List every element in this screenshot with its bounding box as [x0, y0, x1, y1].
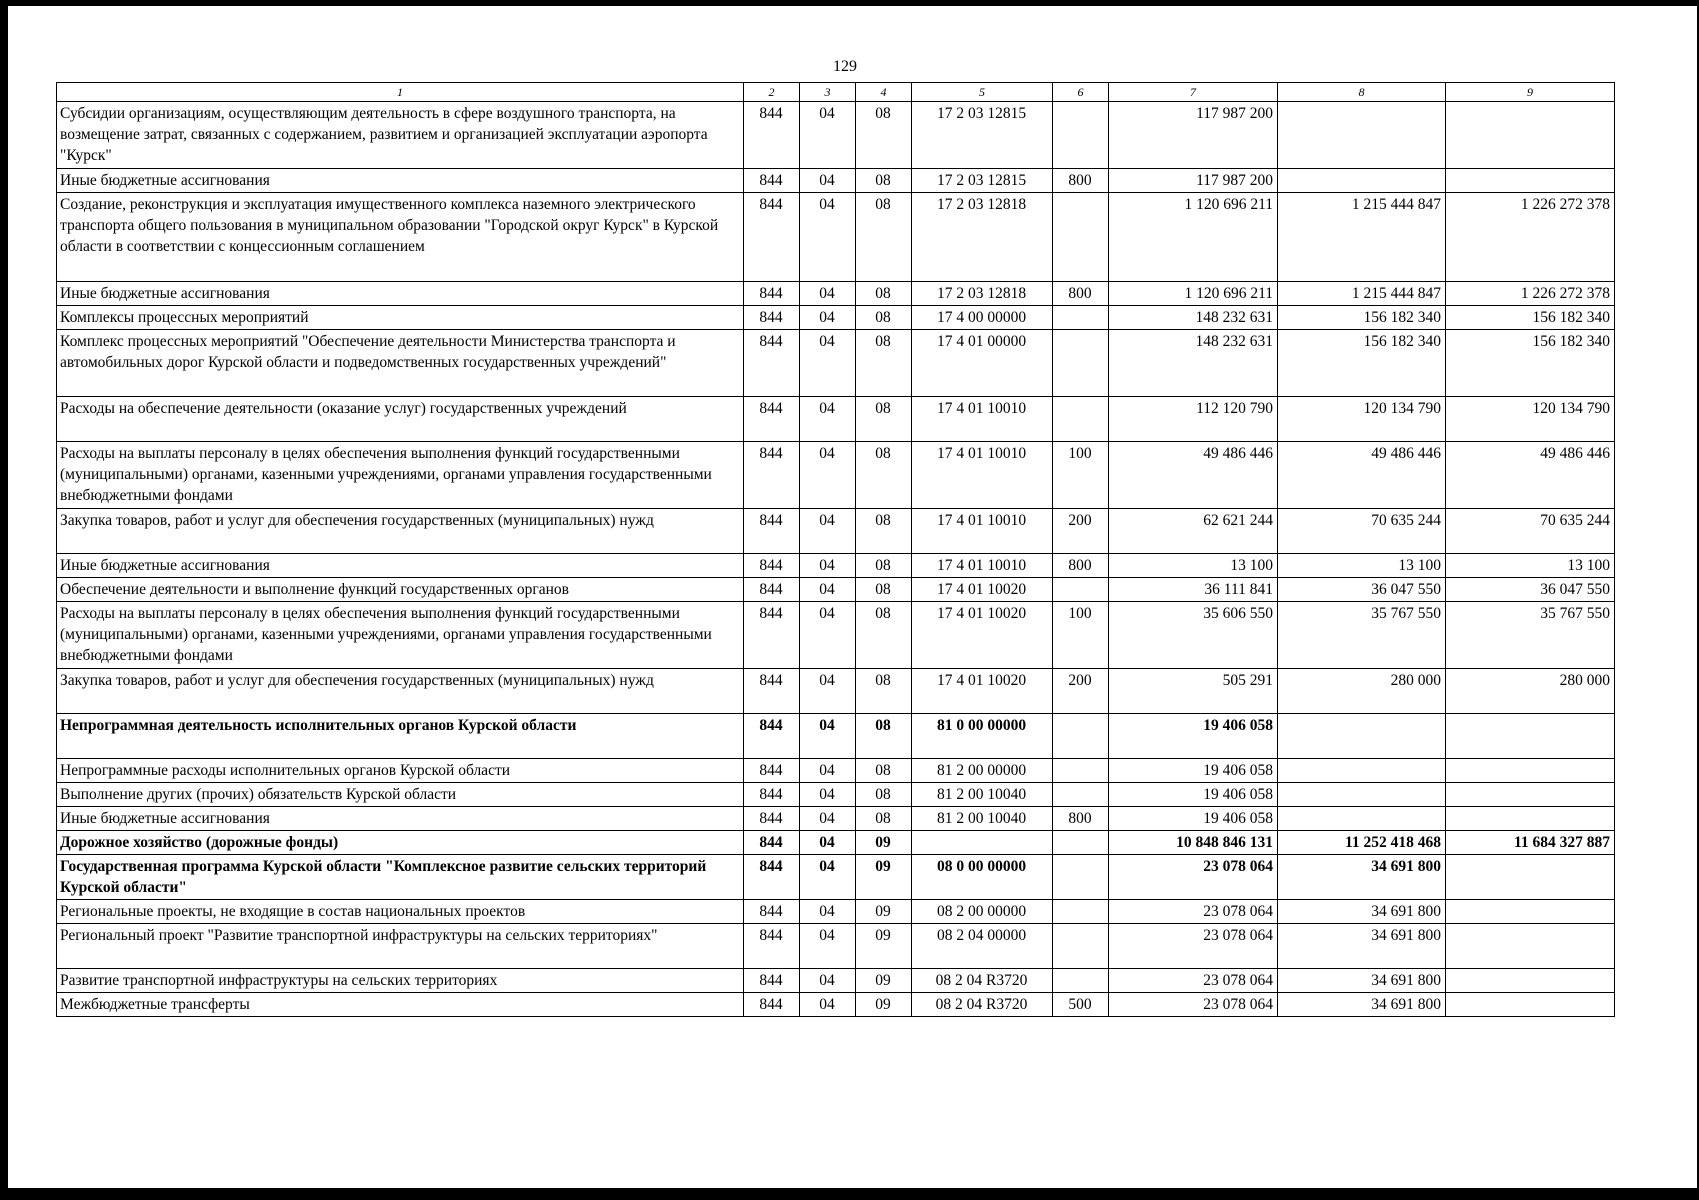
- table-row: [57, 759, 1615, 783]
- column-header: 9: [1446, 83, 1615, 102]
- table-row: [57, 969, 1615, 993]
- cell-col5: 17 4 01 10010: [912, 509, 1053, 554]
- cell-col5: 08 2 04 00000: [912, 924, 1053, 969]
- cell-col6: 800: [1053, 282, 1109, 306]
- cell-col5: 08 2 00 00000: [912, 900, 1053, 924]
- cell-col8: 34 691 800: [1278, 969, 1446, 993]
- cell-col6: 100: [1053, 602, 1109, 669]
- cell-col2: 844: [744, 282, 800, 306]
- cell-col9: [1446, 900, 1615, 924]
- cell-col6: [1053, 397, 1109, 442]
- cell-col6: [1053, 193, 1109, 282]
- cell-col9: 156 182 340: [1446, 306, 1615, 330]
- cell-col3: 04: [800, 102, 856, 169]
- cell-col9: 35 767 550: [1446, 602, 1615, 669]
- cell-col7: 112 120 790: [1109, 397, 1278, 442]
- cell-col7: 23 078 064: [1109, 900, 1278, 924]
- cell-col2: 844: [744, 169, 800, 193]
- cell-col3: 04: [800, 783, 856, 807]
- cell-col6: 100: [1053, 442, 1109, 509]
- table-row: [57, 397, 1615, 442]
- table-row: [57, 509, 1615, 554]
- table-row: [57, 924, 1615, 969]
- cell-col9: [1446, 993, 1615, 1017]
- cell-col9: [1446, 714, 1615, 759]
- cell-name: Иные бюджетные ассигнования: [57, 169, 744, 193]
- cell-name: Государственная программа Курской области "Комплексное развитие сельских территорий Курской области": [57, 855, 744, 900]
- cell-col5: 17 4 01 10020: [912, 602, 1053, 669]
- cell-col8: [1278, 169, 1446, 193]
- cell-col8: [1278, 783, 1446, 807]
- table-body: [57, 102, 1615, 1017]
- cell-col6: 800: [1053, 554, 1109, 578]
- cell-col3: 04: [800, 669, 856, 714]
- cell-col3: 04: [800, 924, 856, 969]
- cell-col8: 34 691 800: [1278, 900, 1446, 924]
- cell-col4: 08: [856, 282, 912, 306]
- cell-col8: 156 182 340: [1278, 330, 1446, 397]
- cell-col4: 08: [856, 714, 912, 759]
- cell-col2: 844: [744, 509, 800, 554]
- cell-col4: 08: [856, 397, 912, 442]
- cell-col9: 280 000: [1446, 669, 1615, 714]
- cell-col3: 04: [800, 306, 856, 330]
- column-header: 7: [1109, 83, 1278, 102]
- cell-col2: 844: [744, 554, 800, 578]
- table-row: [57, 578, 1615, 602]
- cell-col3: 04: [800, 993, 856, 1017]
- cell-col7: 1 120 696 211: [1109, 193, 1278, 282]
- column-header: 8: [1278, 83, 1446, 102]
- cell-col2: 844: [744, 442, 800, 509]
- cell-name: Создание, реконструкция и эксплуатация имущественного комплекса наземного электрического транспорта общего пользования в муниципальном образовании "Городской округ Курск" в Курской области в соответствии с концессионным соглашением: [57, 193, 744, 282]
- table-row: [57, 900, 1615, 924]
- cell-col4: 09: [856, 969, 912, 993]
- cell-col9: [1446, 759, 1615, 783]
- column-header: 4: [856, 83, 912, 102]
- cell-col3: 04: [800, 969, 856, 993]
- cell-col3: 04: [800, 554, 856, 578]
- cell-col8: 120 134 790: [1278, 397, 1446, 442]
- cell-col6: [1053, 759, 1109, 783]
- cell-col3: 04: [800, 900, 856, 924]
- cell-col2: 844: [744, 102, 800, 169]
- cell-col5: 17 4 01 10010: [912, 397, 1053, 442]
- cell-col8: 1 215 444 847: [1278, 282, 1446, 306]
- cell-col4: 08: [856, 783, 912, 807]
- cell-col7: 23 078 064: [1109, 993, 1278, 1017]
- cell-col5: 81 2 00 10040: [912, 807, 1053, 831]
- cell-name: Закупка товаров, работ и услуг для обеспечения государственных (муниципальных) нужд: [57, 669, 744, 714]
- cell-col6: [1053, 900, 1109, 924]
- cell-col9: [1446, 807, 1615, 831]
- cell-col4: 08: [856, 602, 912, 669]
- cell-col7: 19 406 058: [1109, 783, 1278, 807]
- header-row: [57, 83, 1615, 102]
- cell-col9: [1446, 855, 1615, 900]
- cell-name: Дорожное хозяйство (дорожные фонды): [57, 831, 744, 855]
- cell-col7: 36 111 841: [1109, 578, 1278, 602]
- cell-col3: 04: [800, 282, 856, 306]
- cell-col4: 08: [856, 578, 912, 602]
- cell-col7: 23 078 064: [1109, 855, 1278, 900]
- cell-col6: [1053, 102, 1109, 169]
- cell-col4: 09: [856, 993, 912, 1017]
- cell-col7: 23 078 064: [1109, 924, 1278, 969]
- cell-col5: 17 2 03 12818: [912, 193, 1053, 282]
- cell-col7: 148 232 631: [1109, 306, 1278, 330]
- cell-col8: 70 635 244: [1278, 509, 1446, 554]
- cell-col8: 34 691 800: [1278, 855, 1446, 900]
- cell-col3: 04: [800, 442, 856, 509]
- cell-name: Региональные проекты, не входящие в состав национальных проектов: [57, 900, 744, 924]
- cell-col7: 10 848 846 131: [1109, 831, 1278, 855]
- cell-col5: 17 4 01 10010: [912, 442, 1053, 509]
- table-row: [57, 714, 1615, 759]
- cell-col3: 04: [800, 759, 856, 783]
- table-row: [57, 993, 1615, 1017]
- table-row: [57, 783, 1615, 807]
- table-row: [57, 193, 1615, 282]
- cell-col5: 17 4 01 10010: [912, 554, 1053, 578]
- cell-col9: 70 635 244: [1446, 509, 1615, 554]
- cell-col4: 08: [856, 807, 912, 831]
- cell-col7: 117 987 200: [1109, 169, 1278, 193]
- cell-col3: 04: [800, 193, 856, 282]
- page-number: 129: [833, 58, 857, 75]
- cell-col9: [1446, 102, 1615, 169]
- cell-col6: [1053, 714, 1109, 759]
- table-row: [57, 102, 1615, 169]
- cell-col8: 13 100: [1278, 554, 1446, 578]
- table-row: [57, 855, 1615, 900]
- cell-col7: 35 606 550: [1109, 602, 1278, 669]
- cell-col7: 148 232 631: [1109, 330, 1278, 397]
- cell-col3: 04: [800, 855, 856, 900]
- cell-col2: 844: [744, 900, 800, 924]
- cell-col9: [1446, 969, 1615, 993]
- cell-col4: 08: [856, 759, 912, 783]
- cell-col6: [1053, 783, 1109, 807]
- cell-col7: 1 120 696 211: [1109, 282, 1278, 306]
- cell-col3: 04: [800, 831, 856, 855]
- cell-col4: 09: [856, 924, 912, 969]
- column-header: 1: [57, 83, 744, 102]
- cell-col8: [1278, 759, 1446, 783]
- cell-name: Субсидии организациям, осуществляющим деятельность в сфере воздушного транспорта, на возмещение затрат, связанных с содержанием, развитием и организацией эксплуатации аэропорта "Курск": [57, 102, 744, 169]
- cell-col5: [912, 831, 1053, 855]
- cell-col4: 08: [856, 169, 912, 193]
- cell-name: Комплексы процессных мероприятий: [57, 306, 744, 330]
- cell-col7: 62 621 244: [1109, 509, 1278, 554]
- cell-col8: 34 691 800: [1278, 993, 1446, 1017]
- cell-name: Иные бюджетные ассигнования: [57, 554, 744, 578]
- cell-col5: 17 2 03 12815: [912, 102, 1053, 169]
- cell-col4: 08: [856, 442, 912, 509]
- table-row: [57, 831, 1615, 855]
- cell-col9: [1446, 924, 1615, 969]
- cell-col9: 13 100: [1446, 554, 1615, 578]
- table-row: [57, 169, 1615, 193]
- cell-col5: 08 2 04 R3720: [912, 993, 1053, 1017]
- table-row: [57, 442, 1615, 509]
- cell-col9: 1 226 272 378: [1446, 282, 1615, 306]
- cell-col6: 800: [1053, 807, 1109, 831]
- cell-col4: 08: [856, 554, 912, 578]
- cell-col8: [1278, 102, 1446, 169]
- cell-col4: 08: [856, 330, 912, 397]
- cell-col6: [1053, 578, 1109, 602]
- cell-col8: 49 486 446: [1278, 442, 1446, 509]
- cell-col3: 04: [800, 169, 856, 193]
- cell-col4: 09: [856, 900, 912, 924]
- column-header: 2: [744, 83, 800, 102]
- cell-col2: 844: [744, 193, 800, 282]
- budget-table: [56, 82, 1615, 1017]
- cell-col6: [1053, 831, 1109, 855]
- cell-col7: 117 987 200: [1109, 102, 1278, 169]
- cell-col3: 04: [800, 602, 856, 669]
- cell-col7: 23 078 064: [1109, 969, 1278, 993]
- cell-col7: 49 486 446: [1109, 442, 1278, 509]
- cell-col5: 17 2 03 12815: [912, 169, 1053, 193]
- cell-col5: 17 4 01 10020: [912, 578, 1053, 602]
- cell-col2: 844: [744, 602, 800, 669]
- cell-col4: 08: [856, 509, 912, 554]
- cell-col5: 81 0 00 00000: [912, 714, 1053, 759]
- cell-col2: 844: [744, 783, 800, 807]
- cell-col5: 81 2 00 10040: [912, 783, 1053, 807]
- table-row: [57, 669, 1615, 714]
- cell-col2: 844: [744, 993, 800, 1017]
- cell-col8: [1278, 714, 1446, 759]
- cell-col2: 844: [744, 578, 800, 602]
- cell-col2: 844: [744, 669, 800, 714]
- cell-col3: 04: [800, 397, 856, 442]
- cell-name: Закупка товаров, работ и услуг для обеспечения государственных (муниципальных) нужд: [57, 509, 744, 554]
- cell-col6: [1053, 969, 1109, 993]
- cell-col8: [1278, 807, 1446, 831]
- table-row: [57, 554, 1615, 578]
- cell-col5: 17 4 00 00000: [912, 306, 1053, 330]
- cell-col8: 36 047 550: [1278, 578, 1446, 602]
- cell-col3: 04: [800, 509, 856, 554]
- table-row: [57, 807, 1615, 831]
- cell-col2: 844: [744, 759, 800, 783]
- cell-col6: 500: [1053, 993, 1109, 1017]
- cell-name: Комплекс процессных мероприятий "Обеспечение деятельности Министерства транспорта и автомобильных дорог Курской области и подведомственных государственных учреждений": [57, 330, 744, 397]
- cell-name: Иные бюджетные ассигнования: [57, 807, 744, 831]
- cell-col5: 08 0 00 00000: [912, 855, 1053, 900]
- column-header: 5: [912, 83, 1053, 102]
- cell-col4: 09: [856, 855, 912, 900]
- cell-col5: 17 2 03 12818: [912, 282, 1053, 306]
- cell-name: Расходы на обеспечение деятельности (оказание услуг) государственных учреждений: [57, 397, 744, 442]
- cell-col4: 08: [856, 306, 912, 330]
- cell-col4: 08: [856, 193, 912, 282]
- cell-col6: [1053, 855, 1109, 900]
- cell-col7: 19 406 058: [1109, 714, 1278, 759]
- cell-name: Расходы на выплаты персоналу в целях обеспечения выполнения функций государственными (муниципальными) органами, казенными учреждениями, органами управления государственными внебюджетными фондами: [57, 602, 744, 669]
- cell-col8: 156 182 340: [1278, 306, 1446, 330]
- cell-col8: 34 691 800: [1278, 924, 1446, 969]
- cell-name: Межбюджетные трансферты: [57, 993, 744, 1017]
- cell-col6: [1053, 924, 1109, 969]
- scan-border-bottom: [0, 1188, 1699, 1200]
- table-row: [57, 330, 1615, 397]
- cell-col8: 35 767 550: [1278, 602, 1446, 669]
- cell-name: Расходы на выплаты персоналу в целях обеспечения выполнения функций государственными (муниципальными) органами, казенными учреждениями, органами управления государственными внебюджетными фондами: [57, 442, 744, 509]
- cell-col9: 36 047 550: [1446, 578, 1615, 602]
- cell-col7: 19 406 058: [1109, 807, 1278, 831]
- cell-name: Непрограммные расходы исполнительных органов Курской области: [57, 759, 744, 783]
- cell-col6: 800: [1053, 169, 1109, 193]
- scan-border-top: [0, 0, 1699, 6]
- cell-col5: 17 4 01 10020: [912, 669, 1053, 714]
- cell-col9: 120 134 790: [1446, 397, 1615, 442]
- cell-col3: 04: [800, 578, 856, 602]
- cell-col6: 200: [1053, 669, 1109, 714]
- cell-col2: 844: [744, 306, 800, 330]
- cell-col6: [1053, 306, 1109, 330]
- cell-col9: [1446, 783, 1615, 807]
- cell-col5: 17 4 01 00000: [912, 330, 1053, 397]
- cell-col9: 49 486 446: [1446, 442, 1615, 509]
- cell-col4: 08: [856, 669, 912, 714]
- cell-col4: 09: [856, 831, 912, 855]
- cell-col2: 844: [744, 831, 800, 855]
- cell-col5: 81 2 00 00000: [912, 759, 1053, 783]
- cell-col6: 200: [1053, 509, 1109, 554]
- cell-col8: 1 215 444 847: [1278, 193, 1446, 282]
- cell-col3: 04: [800, 330, 856, 397]
- cell-col2: 844: [744, 924, 800, 969]
- cell-col8: 280 000: [1278, 669, 1446, 714]
- cell-col8: 11 252 418 468: [1278, 831, 1446, 855]
- cell-name: Развитие транспортной инфраструктуры на сельских территориях: [57, 969, 744, 993]
- cell-col7: 19 406 058: [1109, 759, 1278, 783]
- cell-col2: 844: [744, 807, 800, 831]
- scan-border-left: [0, 0, 8, 1200]
- cell-name: Выполнение других (прочих) обязательств Курской области: [57, 783, 744, 807]
- cell-col3: 04: [800, 807, 856, 831]
- cell-name: Обеспечение деятельности и выполнение функций государственных органов: [57, 578, 744, 602]
- cell-col2: 844: [744, 969, 800, 993]
- cell-col9: 11 684 327 887: [1446, 831, 1615, 855]
- cell-col3: 04: [800, 714, 856, 759]
- cell-col7: 505 291: [1109, 669, 1278, 714]
- cell-col2: 844: [744, 330, 800, 397]
- cell-col4: 08: [856, 102, 912, 169]
- column-header: 3: [800, 83, 856, 102]
- cell-name: Региональный проект "Развитие транспортной инфраструктуры на сельских территориях": [57, 924, 744, 969]
- cell-col7: 13 100: [1109, 554, 1278, 578]
- column-header: 6: [1053, 83, 1109, 102]
- table-row: [57, 282, 1615, 306]
- table-row: [57, 306, 1615, 330]
- cell-col9: 156 182 340: [1446, 330, 1615, 397]
- cell-col2: 844: [744, 855, 800, 900]
- cell-col2: 844: [744, 397, 800, 442]
- table-row: [57, 602, 1615, 669]
- cell-col9: 1 226 272 378: [1446, 193, 1615, 282]
- cell-col5: 08 2 04 R3720: [912, 969, 1053, 993]
- cell-col2: 844: [744, 714, 800, 759]
- cell-name: Непрограммная деятельность исполнительных органов Курской области: [57, 714, 744, 759]
- cell-name: Иные бюджетные ассигнования: [57, 282, 744, 306]
- cell-col9: [1446, 169, 1615, 193]
- cell-col6: [1053, 330, 1109, 397]
